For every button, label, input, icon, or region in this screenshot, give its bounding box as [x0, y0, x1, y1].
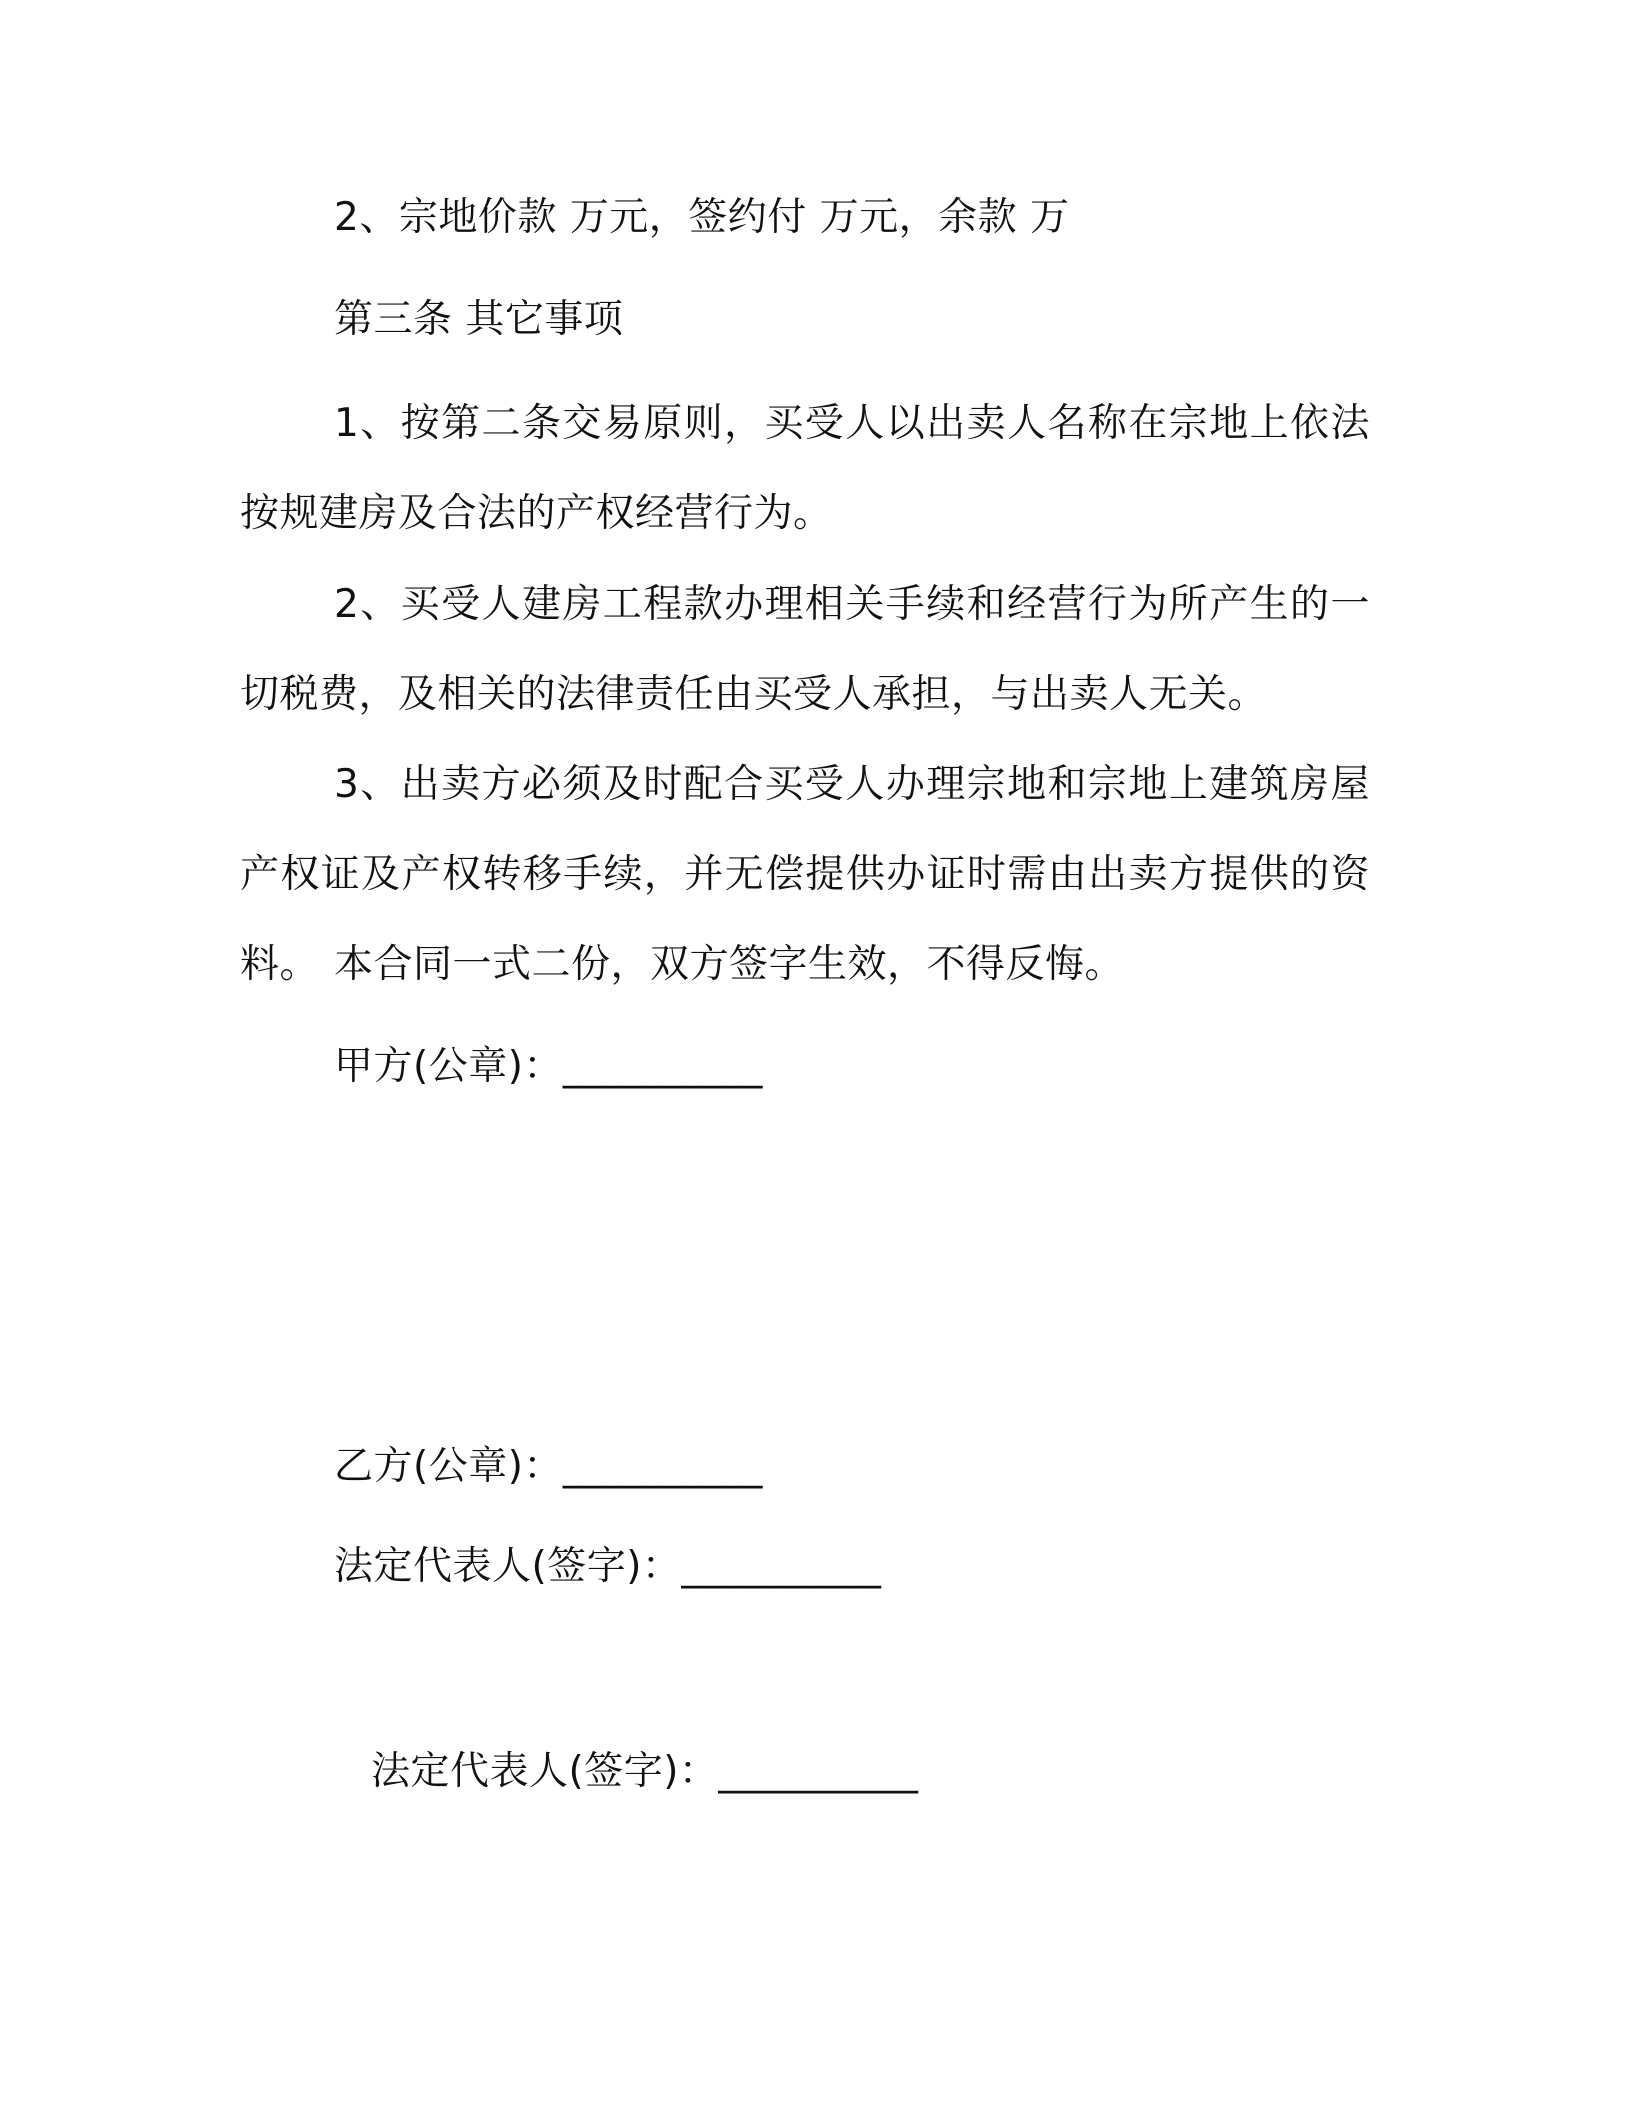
clause-item-2: 2、买受人建房工程款办理相关手续和经营行为所产生的一切税费，及相关的法律责任由买受人承担，与出卖人无关。: [240, 582, 1370, 717]
clause-item-3: 3、出卖方必须及时配合买受人办理宗地和宗地上建筑房屋产权证及产权转移手续，并无偿提供办证时需由出卖方提供的资料。: [240, 762, 1370, 987]
party-b-seal-line: 乙方(公章)：__________: [334, 1444, 763, 1489]
clause-item-1: 1、按第二条交易原则，买受人以出卖人名称在宗地上依法按规建房及合法的产权经营行为。: [240, 401, 1370, 536]
legal-representative-signature-line-second: 法定代表人(签字)：__________: [371, 1749, 919, 1794]
closing-statement: 本合同一式二份，双方签字生效，不得反悔。: [334, 942, 1125, 987]
payment-terms-line: 2、宗地价款 万元，签约付 万元，余款 万: [334, 195, 1070, 240]
party-a-seal-line: 甲方(公章)：__________: [334, 1044, 763, 1089]
legal-representative-signature-line: 法定代表人(签字)：__________: [334, 1544, 882, 1589]
article-three-heading: 第三条 其它事项: [334, 297, 624, 342]
